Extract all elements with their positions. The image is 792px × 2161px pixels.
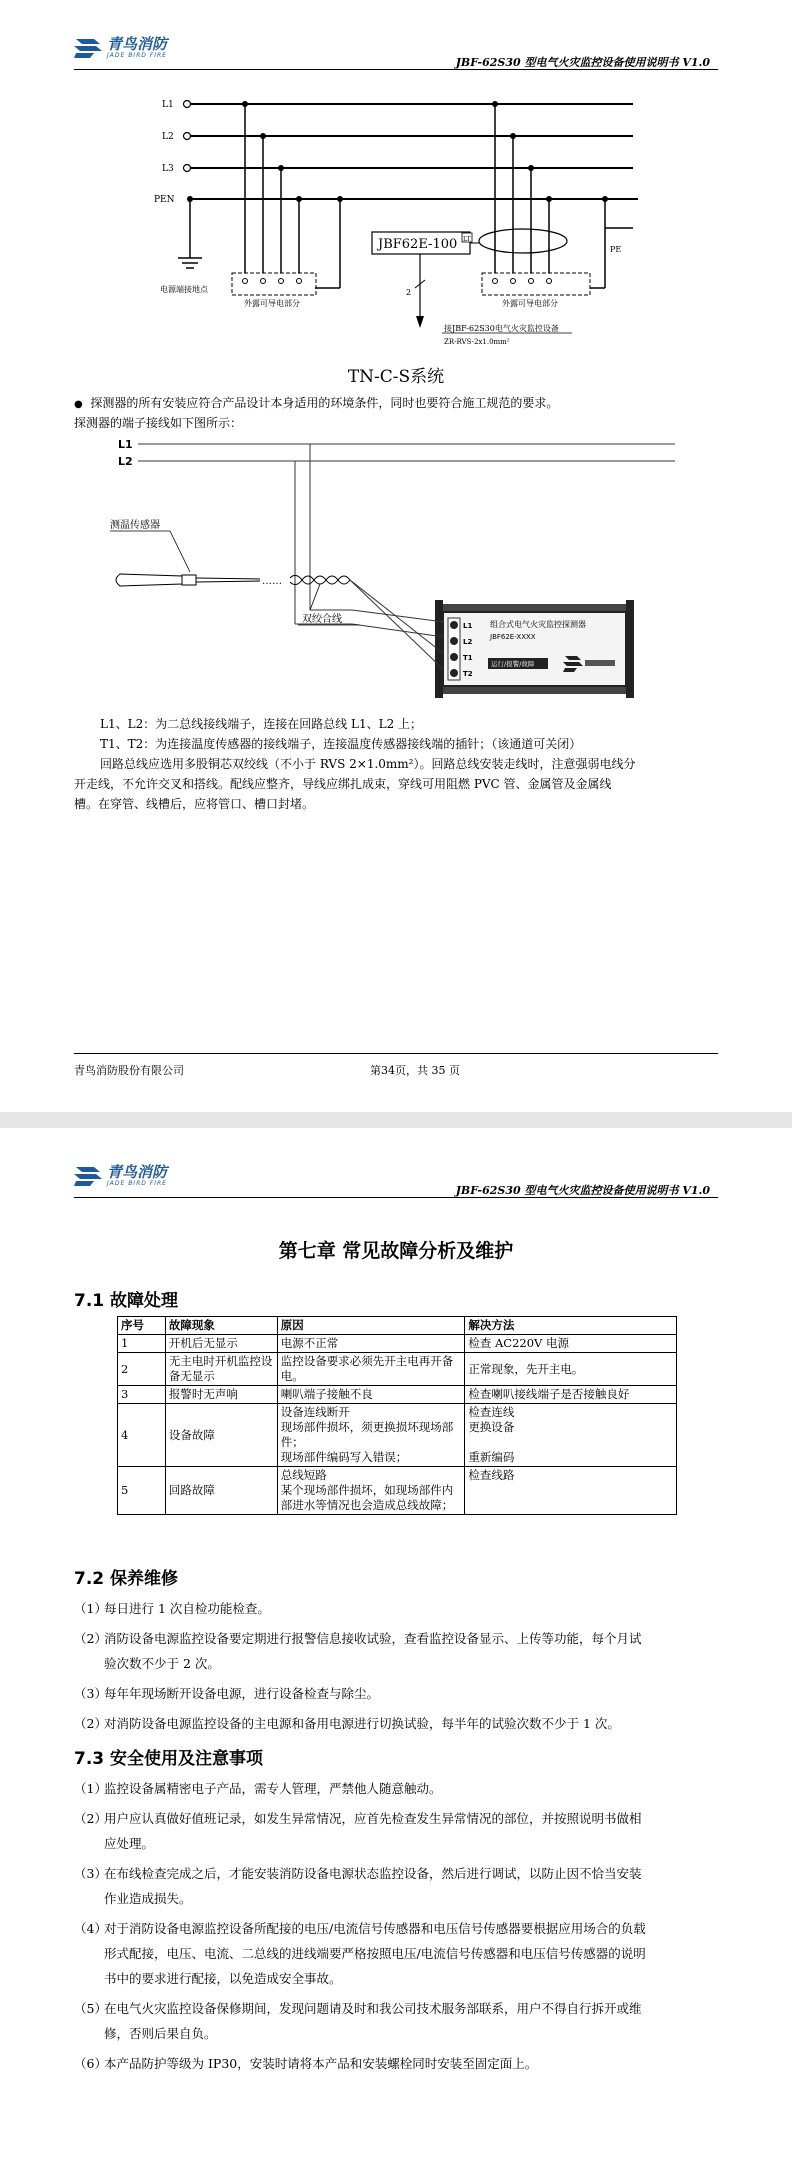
doc-title: JBF-62S30 型电气火灾监控设备使用说明书 V1.0: [455, 1184, 710, 1197]
cell-solution: 检查线路: [465, 1467, 677, 1515]
cause-line: 总线短路: [280, 1468, 327, 1482]
list-item-text: 本产品防护等级为 IP30，安装时请将本产品和安装螺栓同时安装至固定面上。: [104, 2056, 538, 2071]
connect-label: 接JBF-62S30电气火灾监控设备: [444, 324, 559, 333]
load-right-label: 外露可导电部分: [502, 299, 558, 308]
cell-symptom: 设备故障: [165, 1404, 277, 1467]
list-item: [74, 1776, 724, 1801]
cell-cause: 电源不正常: [277, 1335, 465, 1353]
cause-line: 某个现场部件损坏，如现场部件内部进水等情况也会造成总线故障；: [280, 1483, 454, 1512]
list-item: [74, 1916, 724, 1991]
cause-line: 现场部件编码写入错误；: [280, 1450, 408, 1464]
bullet-dot-icon: ●: [74, 399, 83, 410]
line-label-l2: L2: [162, 132, 174, 142]
para-bus-line2: 开走线，不允许交叉和搭线。配线应整齐，导线应绑扎成束，穿线可用阻燃 PVC 管、金属管及金属线: [74, 777, 612, 791]
cell-symptom: 开机后无显示: [165, 1335, 277, 1353]
list-item-text: 对于消防设备电源监控设备所配接的电压/电流信号传感器和电压信号传感器要根据应用场合的负载: [104, 1921, 646, 1936]
cell-solution: 正常现象，先开主电。: [465, 1353, 677, 1386]
cell-number: 2: [118, 1353, 166, 1386]
load-left-label: 外露可导电部分: [244, 299, 300, 308]
sensor-label: 测温传感器: [110, 520, 160, 531]
list-item-number: （2）: [74, 1716, 107, 1731]
cable-spec-label: ZR-RVS-2x1.0mm²: [444, 338, 510, 346]
list-item-number: （3）: [74, 1686, 107, 1701]
footer-page-number: 第34页，共 35 页: [370, 1064, 460, 1077]
tn-c-s-wiring-diagram: [140, 88, 660, 348]
detector-status: 运行/报警/故障: [491, 660, 535, 668]
logo-en-text: JADE BIRD FIRE: [107, 1180, 167, 1187]
list-item: [74, 2051, 724, 2076]
cell-symptom: 无主电时开机监控设备无显示: [165, 1353, 277, 1386]
svg-text:……: ……: [262, 576, 282, 587]
detector-terminal-diagram: [110, 432, 690, 702]
list-item-text: 每日进行 1 次自检功能检查。: [104, 1601, 270, 1616]
list-item-text: 在电气火灾监控设备保修期间，发现问题请及时和我公司技术服务部联系，用户不得自行拆开或维: [104, 2001, 642, 2016]
table-row: [118, 1386, 677, 1404]
chapter-title: 第七章 常见故障分析及维护: [278, 1240, 514, 1262]
table-row: [118, 1467, 677, 1515]
cell-number: 1: [118, 1335, 166, 1353]
table-row: [118, 1335, 677, 1353]
cell-symptom: 回路故障: [165, 1467, 277, 1515]
list-item-text: 作业造成损失。: [104, 1891, 192, 1906]
jade-bird-logo-icon: [74, 1164, 104, 1188]
ground-label: 电源端接地点: [160, 285, 208, 294]
list-item: [74, 1996, 724, 2046]
twisted-pair-label: 双绞合线: [302, 614, 342, 625]
cell-symptom: 报警时无声响: [165, 1386, 277, 1404]
list-item: [74, 1626, 724, 1676]
detector-model: JBF62E-XXXX: [490, 633, 536, 641]
section-7-1-title: 7.1 故障处理: [74, 1291, 179, 1311]
cell-solution: 检查喇叭接线端子是否接触良好: [465, 1386, 677, 1404]
list-item-number: （2）: [74, 1631, 107, 1646]
list-item-number: （4）: [74, 1921, 107, 1936]
device-small-label: LT: [463, 236, 471, 243]
list-item-text: 在布线检查完成之后，才能安装消防设备电源状态监控设备，然后进行调试，以防止因不恰当安装: [104, 1866, 642, 1881]
bullet-text: 探测器的所有安装应符合产品设计本身适用的环境条件，同时也要符合施工规范的要求。: [90, 396, 559, 410]
list-item-text: 验次数不少于 2 次。: [104, 1656, 220, 1671]
doc-title: JBF-62S30 型电气火灾监控设备使用说明书 V1.0: [455, 56, 710, 69]
install-bullet: [74, 393, 558, 415]
terminal-intro: 探测器的端子接线如下图所示：: [74, 416, 243, 430]
col-header-solution: 解决方法: [465, 1317, 677, 1335]
pe-label: PE: [610, 245, 622, 254]
temperature-sensor: [110, 516, 444, 670]
wire-count-label: 2: [406, 288, 412, 297]
list-item: [74, 1596, 724, 1621]
cell-cause: 喇叭端子接触不良: [277, 1386, 465, 1404]
list-item-text: 每年年现场断开设备电源，进行设备检查与除尘。: [104, 1686, 380, 1701]
logo-en-text: JADE BIRD FIRE: [107, 52, 167, 59]
line-label-l1: L1: [162, 100, 174, 110]
col-header-number: 序号: [118, 1317, 166, 1335]
list-item: [74, 1806, 724, 1856]
line-label-pen: PEN: [154, 195, 175, 205]
cell-number: 4: [118, 1404, 166, 1467]
list-item-text: 书中的要求进行配接，以免造成安全事故。: [104, 1971, 342, 1986]
cause-line: 现场部件损坏，须更换损坏现场部件；: [280, 1420, 454, 1449]
cause-line: 设备连线断开: [280, 1405, 350, 1419]
solution-line: 重新编码: [468, 1450, 515, 1464]
list-item-text: 用户应认真做好值班记录，如发生异常情况，应首先检查发生异常情况的部位，并按照说明书做相: [104, 1811, 642, 1826]
list-item-text: 监控设备属精密电子产品，需专人管理，严禁他人随意触动。: [104, 1781, 442, 1796]
cell-cause: 监控设备要求必须先开主电再开备电。: [277, 1353, 465, 1386]
company-logo: [74, 1164, 167, 1188]
list-item-number: （2）: [74, 1811, 107, 1826]
header-rule: [74, 1197, 718, 1198]
jade-bird-logo-icon: [74, 36, 104, 60]
para-l1-l2: L1、L2：为二总线接线端子，连接在回路总线 L1、L2 上；: [100, 717, 423, 731]
footer-rule: [74, 1053, 718, 1054]
page-35: [0, 1128, 792, 2161]
header-rule: [74, 69, 718, 70]
list-item-number: （5）: [74, 2001, 107, 2016]
list-item-text: 应处理。: [104, 1836, 155, 1851]
logo-cn-text: 青鸟消防: [107, 35, 168, 53]
col-header-cause: 原因: [277, 1317, 465, 1335]
device-label: JBF62E-100: [378, 237, 458, 252]
terminal-t2: T2: [463, 670, 473, 678]
section-7-2-title: 7.2 保养维修: [74, 1569, 179, 1589]
detector-title: 组合式电气火灾监控探测器: [490, 620, 586, 629]
cell-solution: [465, 1404, 677, 1467]
list-item-text: 修，否则后果自负。: [104, 2026, 217, 2041]
footer-company: 青鸟消防股份有限公司: [74, 1064, 184, 1077]
list-item-text: 对消防设备电源监控设备的主电源和备用电源进行切换试验，每半年的试验次数不少于 1 次。: [104, 1716, 620, 1731]
list-item-text: 消防设备电源监控设备要定期进行报警信息接收试验，查看监控设备显示、上传等功能，每个月试: [104, 1631, 642, 1646]
para-bus-line3: 槽。在穿管、线槽后，应将管口、槽口封堵。: [74, 797, 315, 811]
para-bus-line1: 回路总线应选用多股铜芯双绞线（不小于 RVS 2×1.0mm²）。回路总线安装走线时，注意强弱电线分: [100, 757, 636, 771]
col-header-symptom: 故障现象: [165, 1317, 277, 1335]
para-t1-t2: T1、T2：为连接温度传感器的接线端子，连接温度传感器接线端的插针；（该通道可关闭）: [100, 737, 582, 751]
line-l2-label: L2: [118, 455, 133, 468]
solution-line: 检查连线: [468, 1405, 515, 1419]
list-item-number: （6）: [74, 2056, 107, 2071]
diagram-caption: TN-C-S系统: [347, 367, 445, 387]
terminal-t1: T1: [463, 654, 473, 662]
list-item: [74, 1861, 724, 1911]
company-logo: [74, 36, 167, 60]
table-row: [118, 1353, 677, 1386]
list-item: [74, 1711, 724, 1736]
list-item: [74, 1681, 724, 1706]
cell-cause: [277, 1404, 465, 1467]
solution-line: 更换设备: [468, 1420, 515, 1434]
fault-table: [117, 1316, 677, 1515]
table-header-row: [118, 1317, 677, 1335]
list-item-text: 形式配接，电压、电流、二总线的进线端要严格按照电压/电流信号传感器和电压信号传感器的说明: [104, 1946, 646, 1961]
cell-number: 5: [118, 1467, 166, 1515]
line-label-l3: L3: [162, 164, 174, 174]
list-item-number: （1）: [74, 1781, 107, 1796]
cell-number: 3: [118, 1386, 166, 1404]
terminal-l1: L1: [463, 622, 473, 630]
list-item-number: （1）: [74, 1601, 107, 1616]
list-item-number: （3）: [74, 1866, 107, 1881]
table-row: [118, 1404, 677, 1467]
terminal-l2: L2: [463, 638, 473, 646]
line-l1-label: L1: [118, 438, 133, 451]
logo-cn-text: 青鸟消防: [107, 1163, 168, 1181]
cell-solution: 检查 AC220V 电源: [465, 1335, 677, 1353]
cell-cause: [277, 1467, 465, 1515]
section-7-3-title: 7.3 安全使用及注意事项: [74, 1749, 264, 1769]
